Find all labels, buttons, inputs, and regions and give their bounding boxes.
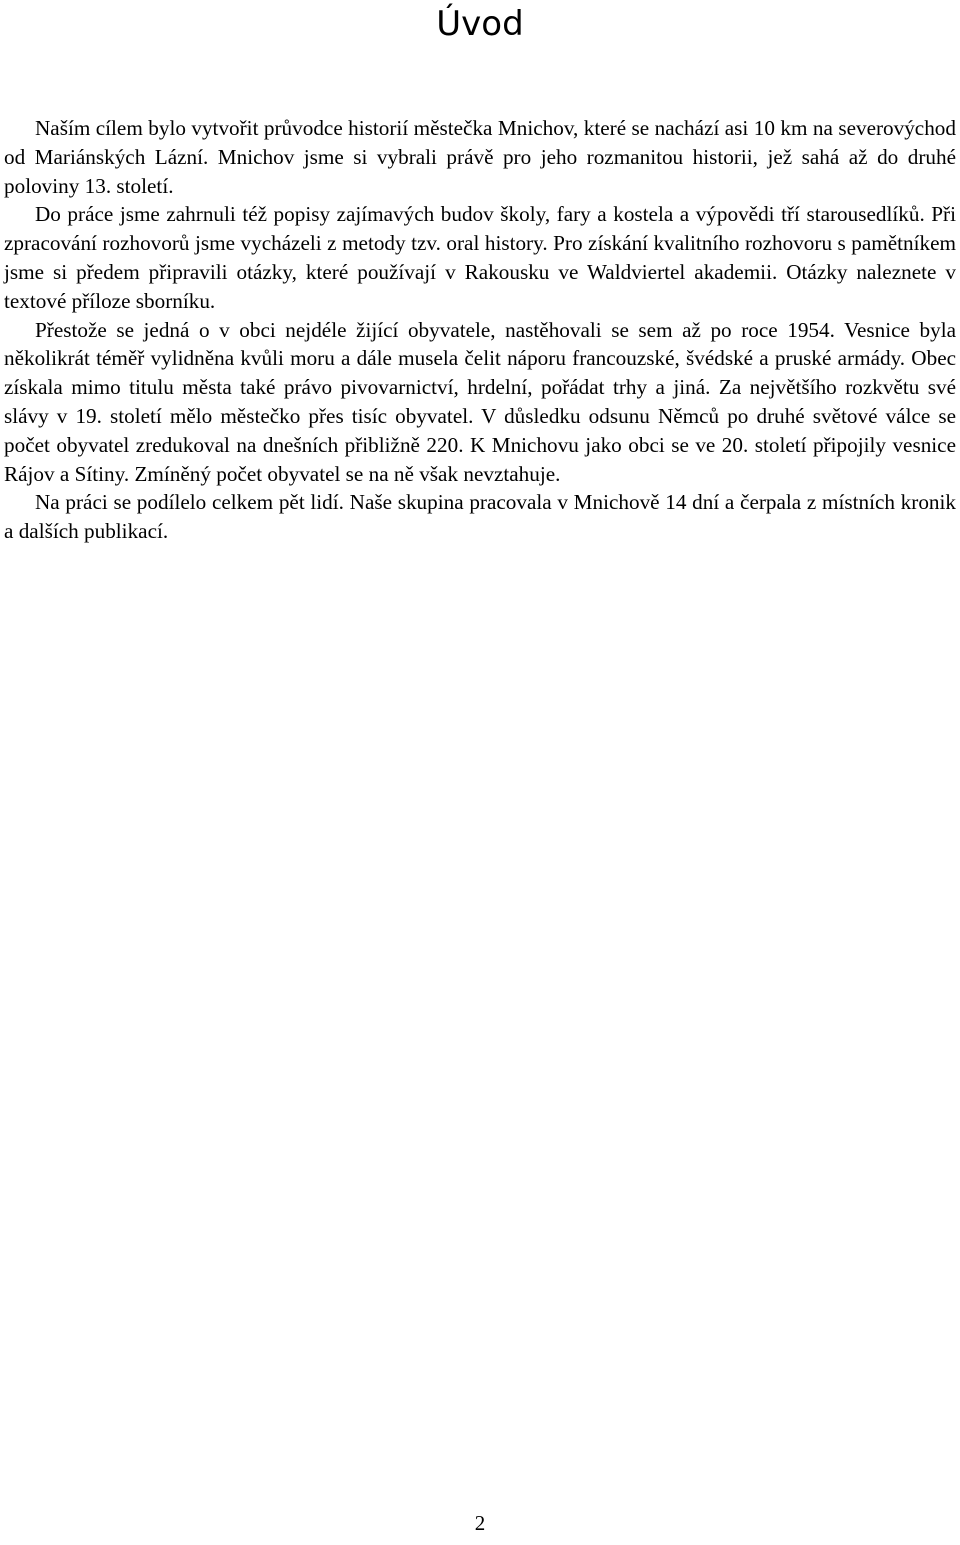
paragraph-methodology: Do práce jsme zahrnuli též popisy zajímavých budov školy, fary a kostela a výpovědi tří starousedlíků. Při zpracování rozhovorů jsme vycházeli z metody tzv. oral history. Pro získání kvalitního rozhovoru s pamětníkem jsme si předem připravili otázky, které používají v Rakousku ve Waldviertel akademii. Otázky naleznete v textové příloze sborníku. [4,202,956,313]
paragraph-intro: Naším cílem bylo vytvořit průvodce historií městečka Mnichov, které se nachází asi 10 km na severovýchod od Mariánských Lázní. Mnichov jsme si vybrali právě pro jeho rozmanitou historii, jež sahá až do druhé poloviny 13. století. [4,116,956,198]
paragraph-history: Přestože se jedná o v obci nejdéle žijící obyvatele, nastěhovali se sem až po roce 1954. Vesnice byla několikrát téměř vylidněna kvůli moru a dále musela čelit náporu francouzské, švédské a pruské armády. Obec získala mimo titulu města také právo pivovarnictví, hrdelní, pořádat trhy a jiná. Za největšího rozkvětu své slávy v 19. století mělo městečko přes tisíc obyvatel. V důsledku odsunu Němců po druhé světové válce se počet obyvatel zredukoval na dnešních přibližně 220. K Mnichovu jako obci se ve 20. století připojily vesnice Rájov a Sítiny. Zmíněný počet obyvatel se na ně však nevztahuje. [4,317,956,486]
paragraph-team: Na práci se podílelo celkem pět lidí. Naše skupina pracovala v Mnichově 14 dní a čerpala z místních kronik a dalších publikací. [4,490,956,544]
document-body [4,114,956,546]
page-title: Úvod [436,4,524,44]
page-number: 2 [474,1511,486,1535]
